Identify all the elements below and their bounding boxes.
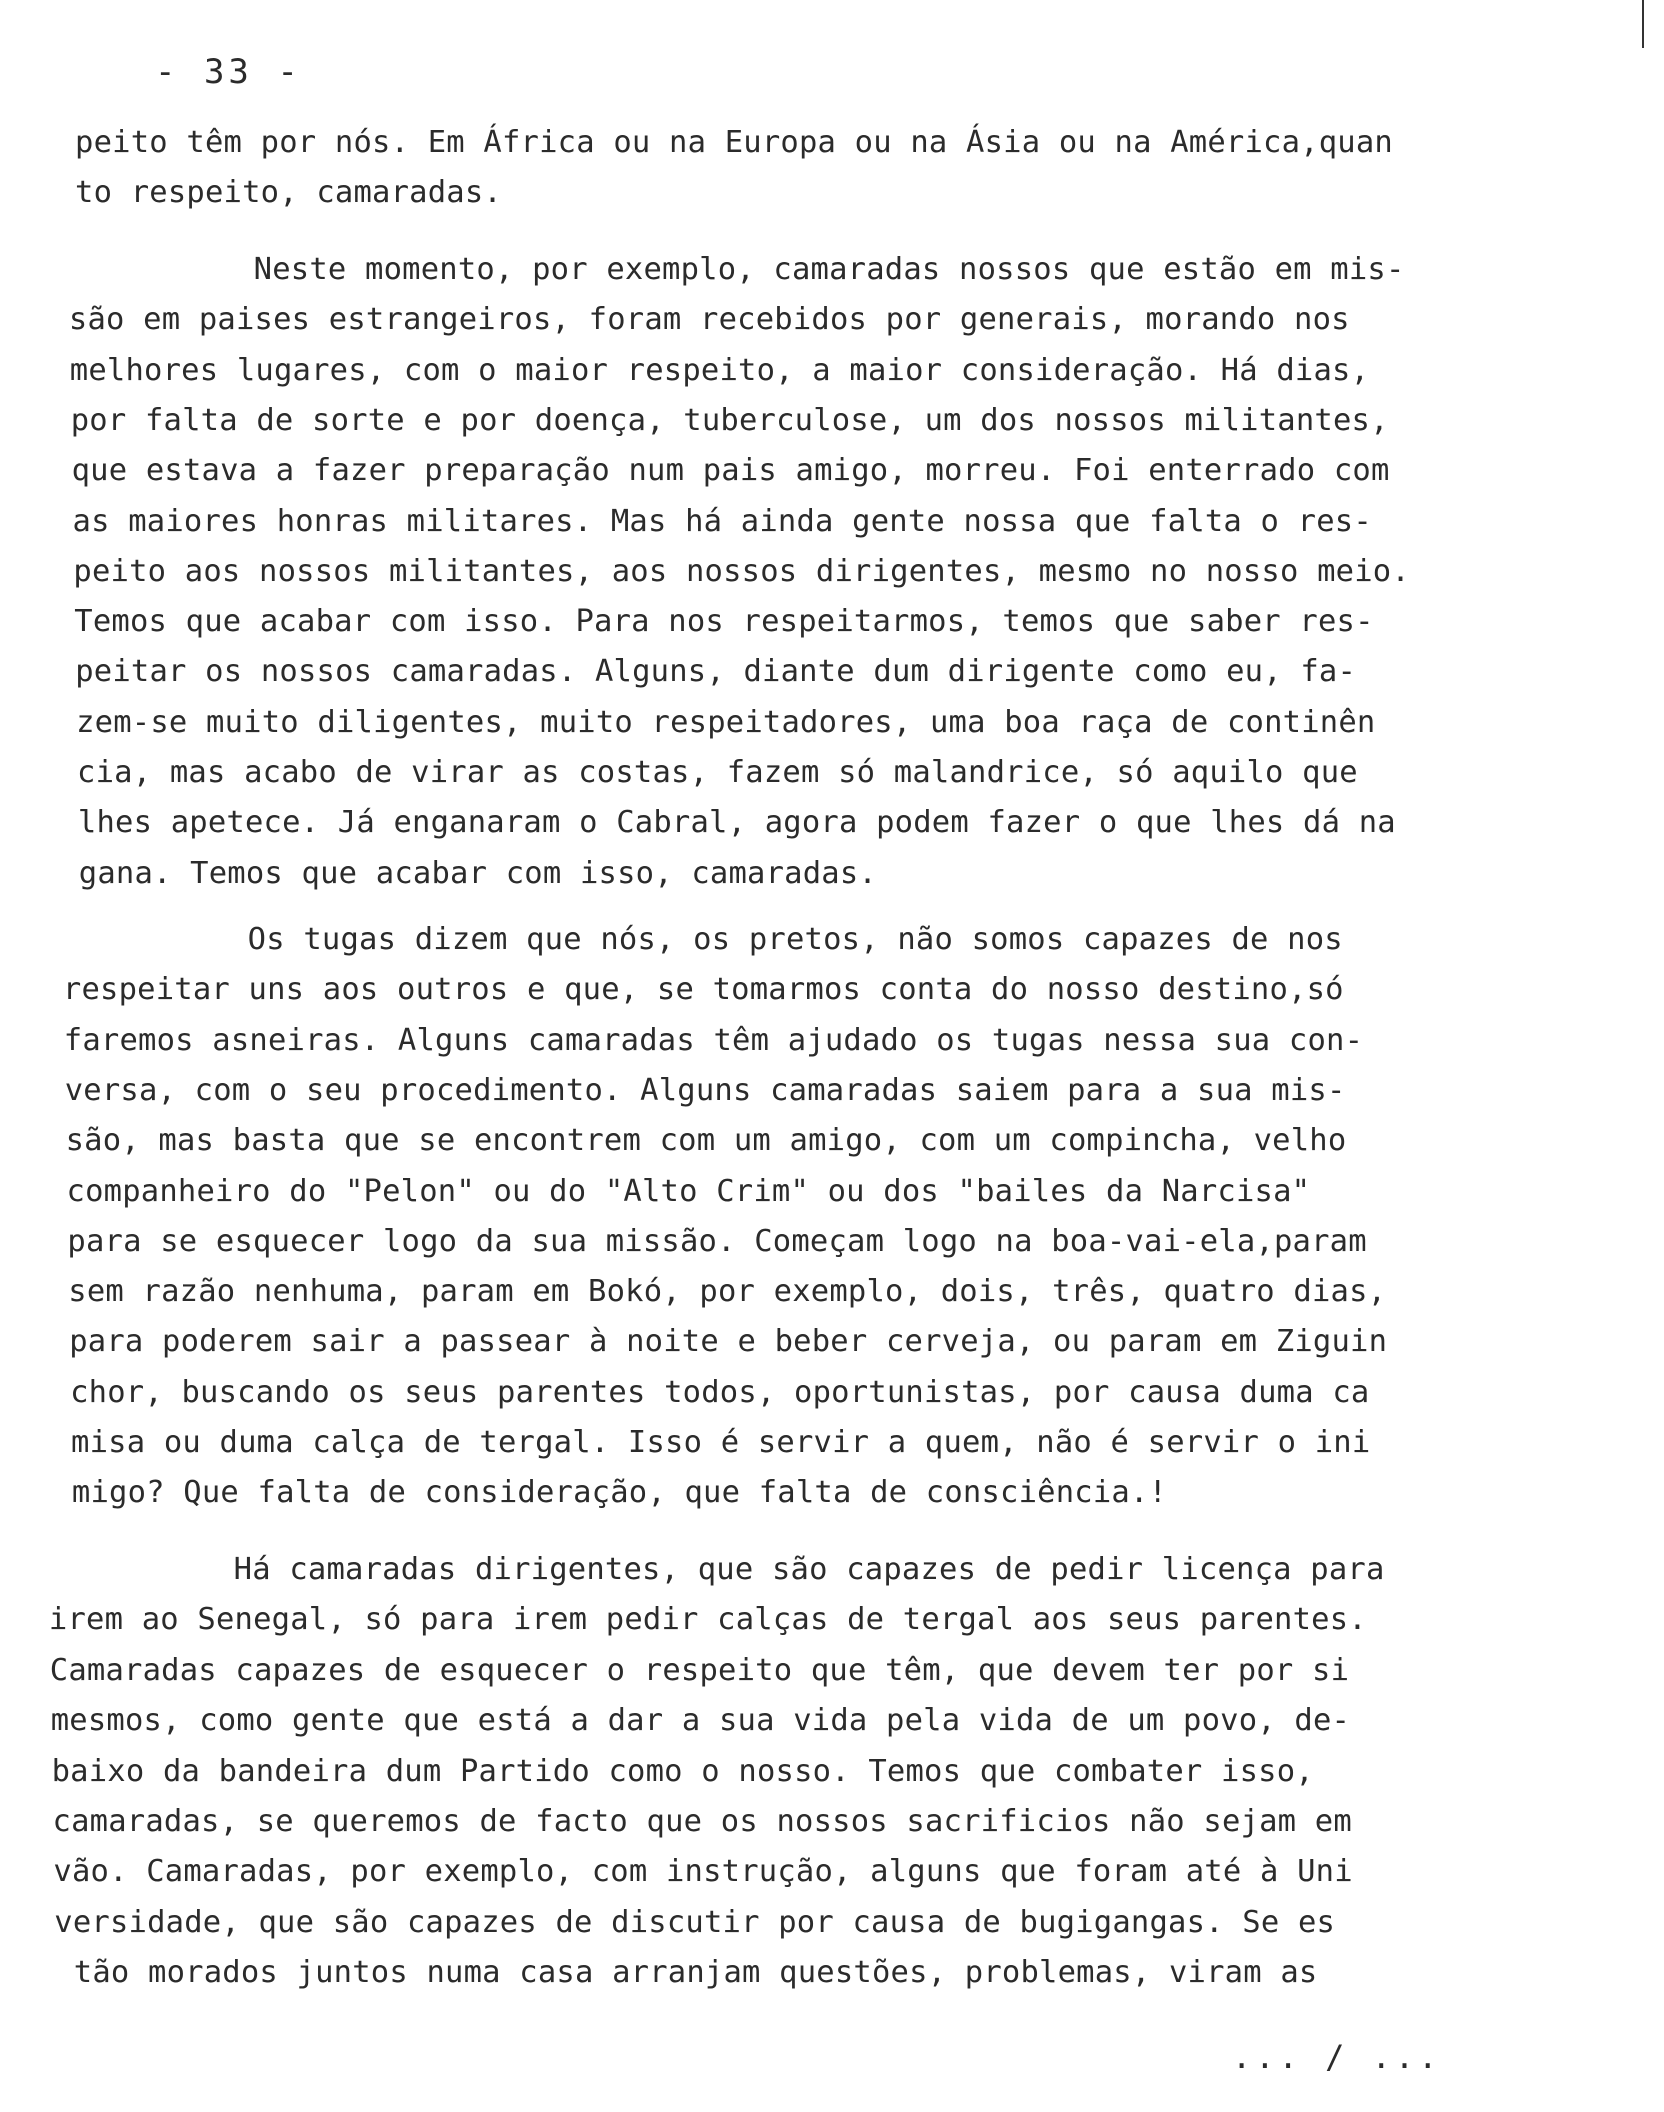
text-line: zem-se muito diligentes, muito respeitadores, uma boa raça de continên: [76, 704, 1376, 740]
text-line: são, mas basta que se encontrem com um amigo, com um compincha, velho: [65, 1123, 1347, 1159]
text-line: que estava a fazer preparação num pais amigo, morreu. Foi enterrado com: [71, 453, 1390, 489]
text-line: Há camaradas dirigentes, que são capazes de pedir licença para: [48, 1552, 1385, 1587]
text-line: faremos asneiras. Alguns camaradas têm ajudado os tugas nessa sua con-: [63, 1022, 1364, 1058]
text-line: versidade, que são capazes de discutir por causa de bugigangas. Se es: [54, 1904, 1336, 1940]
text-line: misa ou duma calça de tergal. Isso é servir a quem, não é servir o ini: [71, 1425, 1371, 1460]
text-line: para se esquecer logo da sua missão. Começam logo na boa-vai-ela,param: [67, 1223, 1367, 1259]
text-line: to respeito, camaradas.: [75, 175, 502, 210]
text-line: são em paises estrangeiros, foram recebidos por generais, morando nos: [68, 302, 1350, 338]
text-line: para poderem sair a passear à noite e beber cerveja, ou param em Ziguin: [69, 1324, 1388, 1360]
text-line: gana. Temos que acabar com isso, camaradas.: [78, 855, 877, 891]
text-line: peitar os nossos camaradas. Alguns, diante dum dirigente como eu, fa-: [75, 654, 1357, 690]
text-line: melhores lugares, com o maior respeito, a maior consideração. Há dias,: [69, 352, 1370, 388]
text-line: Temos que acabar com isso. Para nos respeitarmos, temos que saber res-: [74, 604, 1374, 640]
text-line: camaradas, se queremos de facto que os nossos sacrificios não sejam em: [52, 1804, 1352, 1839]
text-line: tão morados juntos numa casa arranjam questões, problemas, viram as: [55, 1955, 1318, 1991]
text-line: vão. Camaradas, por exemplo, com instrução, alguns que foram até à Uni: [53, 1854, 1353, 1890]
text-line: respeitar uns aos outros e que, se tomarmos conta do nosso destino,só: [62, 972, 1344, 1008]
text-line: Os tugas dizem que nós, os pretos, não somos capazes de nos: [62, 922, 1343, 957]
scan-edge-mark: [1642, 0, 1644, 48]
text-line: Neste momento, por exemplo, camaradas nossos que estão em mis-: [68, 252, 1405, 287]
page-number: - 33 -: [155, 52, 302, 92]
text-line: as maiores honras militares. Mas há ainda gente nossa que falta o res-: [72, 503, 1372, 539]
text-line: baixo da bandeira dum Partido como o nosso. Temos que combater isso,: [51, 1753, 1314, 1789]
text-line: sem razão nenhuma, param em Bokó, por exemplo, dois, três, quatro dias,: [68, 1274, 1387, 1310]
text-line: peito têm por nós. Em África ou na Europa ou na Ásia ou na América,quan: [75, 125, 1393, 160]
text-line: Camaradas capazes de esquecer o respeito que têm, que devem ter por si: [49, 1652, 1350, 1688]
text-line: mesmos, como gente que está a dar a sua vida pela vida de um povo, de-: [50, 1703, 1351, 1739]
text-line: irem ao Senegal, só para irem pedir calças de tergal aos seus parentes.: [48, 1602, 1367, 1638]
text-line: chor, buscando os seus parentes todos, oportunistas, por causa duma ca: [70, 1374, 1370, 1410]
text-line: por falta de sorte e por doença, tuberculose, um dos nossos militantes,: [70, 402, 1389, 438]
text-line: migo? Que falta de consideração, que falta de consciência.!: [71, 1475, 1168, 1511]
text-line: companheiro do "Pelon" ou do "Alto Crim" ou dos "bailes da Narcisa": [66, 1173, 1311, 1209]
continuation-marker: ... / ...: [1232, 2038, 1442, 2076]
text-line: cia, mas acabo de virar as costas, fazem só malandrice, só aquilo que: [77, 755, 1358, 790]
text-line: peito aos nossos militantes, aos nossos dirigentes, mesmo no nosso meio.: [73, 553, 1410, 589]
text-line: lhes apetece. Já enganaram o Cabral, agora podem fazer o que lhes dá na: [77, 805, 1396, 841]
text-line: versa, com o seu procedimento. Alguns camaradas saiem para a sua mis-: [64, 1072, 1346, 1108]
